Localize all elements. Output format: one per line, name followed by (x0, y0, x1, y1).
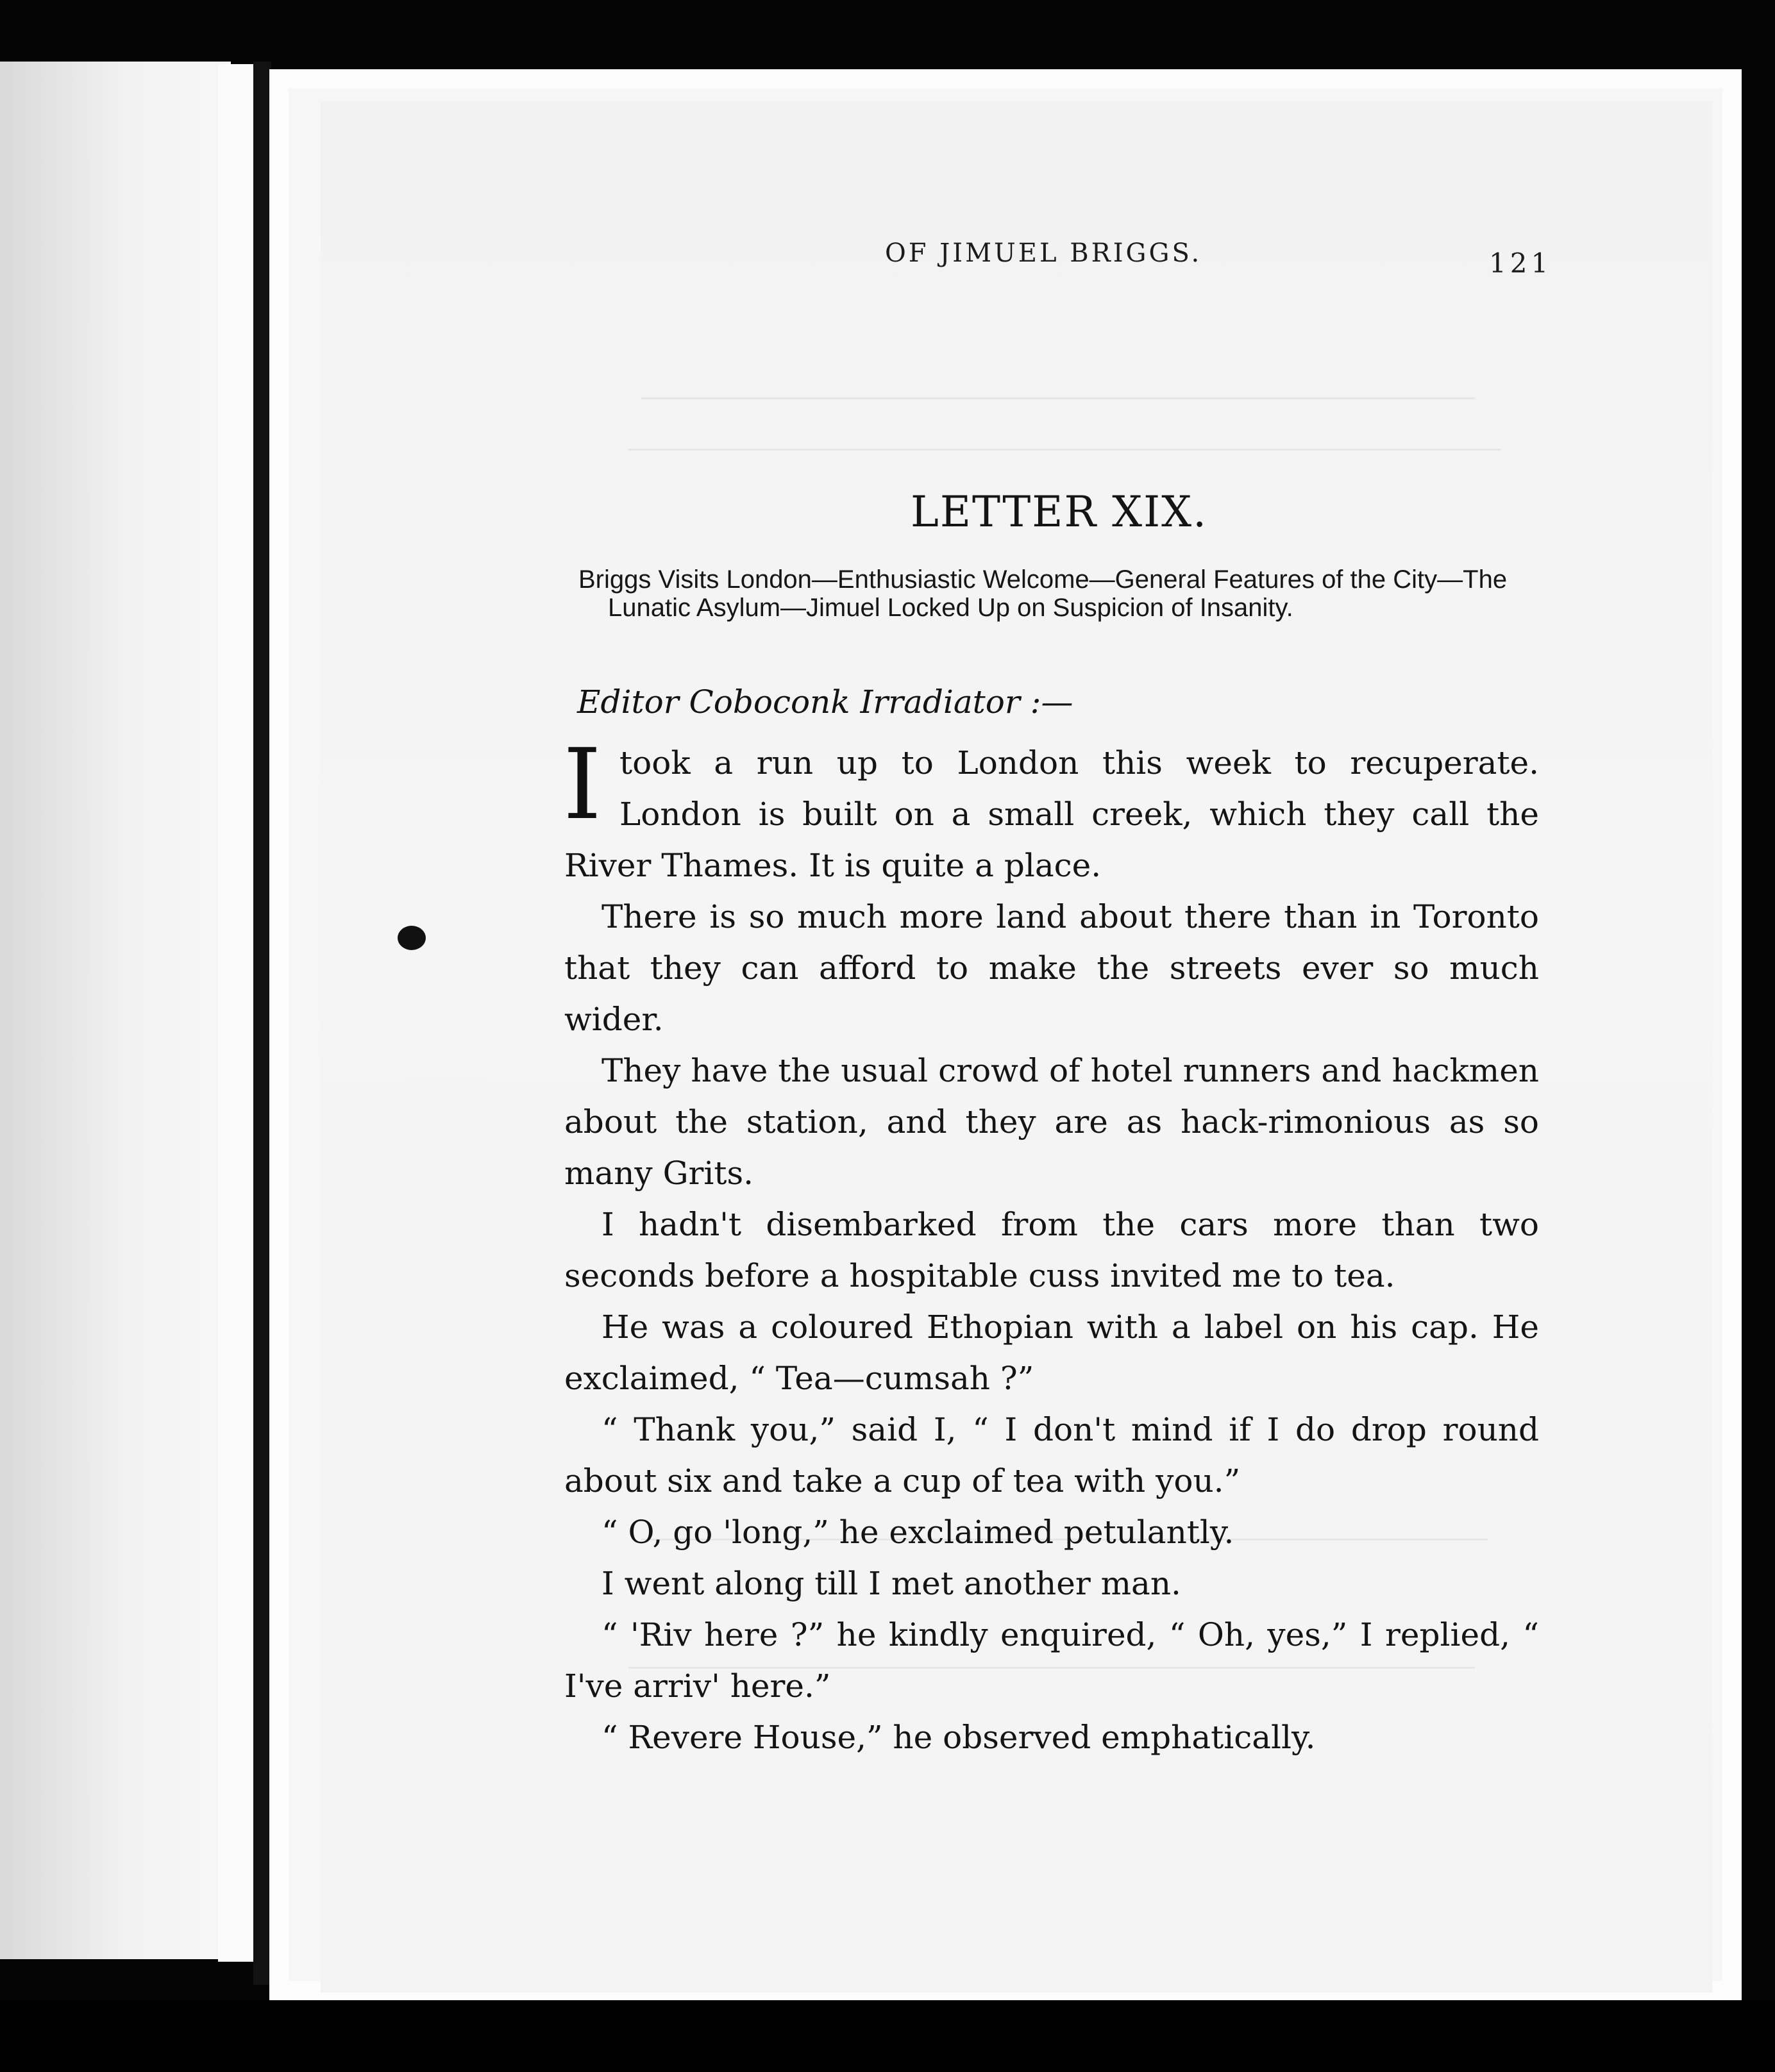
paragraph: “ Thank you,” said I, “ I don't mind if I do drop round about six and take a cup of tea with you.” (564, 1411, 1539, 1500)
paragraph: “ O, go 'long,” he exclaimed petulantly. (601, 1514, 1234, 1551)
bleed-through-line (641, 397, 1475, 399)
drop-cap: I (563, 728, 602, 841)
scan-border-bottom (0, 2000, 1775, 2072)
letter-body (563, 728, 1539, 1763)
paragraph: He was a coloured Ethopian with a label on his cap. He exclaimed, “ Tea—cumsah ?” (564, 1308, 1539, 1397)
chapter-summary: Briggs Visits London—Enthusiastic Welcome—General Features of the City—The Lunatic Asylum—Jimuel Locked Up on Suspicion of Insanity. (578, 565, 1508, 622)
paragraph (563, 728, 1539, 891)
page-number: 121 (1489, 247, 1552, 279)
running-head: OF JIMUEL BRIGGS. (885, 238, 1202, 268)
left-page (0, 62, 231, 1959)
book-gutter (253, 62, 271, 1985)
paragraph-text: took a run up to London this week to recuperate. London is built on a small creek, which they call the River Thames. It is quite a place. (564, 744, 1539, 884)
paragraph: I hadn't disembarked from the cars more than two seconds before a hospitable cuss invited me to tea. (564, 1206, 1539, 1294)
salutation: Editor Coboconk Irradiator :— (577, 683, 1073, 721)
paragraph: “ Revere House,” he observed emphatically. (601, 1719, 1316, 1756)
paragraph: They have the usual crowd of hotel runners and hackmen about the station, and they are as hack-rimonious as so many Grits. (564, 1052, 1539, 1192)
paragraph: I went along till I met another man. (601, 1565, 1181, 1602)
paragraph: There is so much more land about there than in Toronto that they can afford to make the streets ever so much wider. (564, 898, 1539, 1038)
ink-blot (398, 926, 426, 950)
paragraph: “ 'Riv here ?” he kindly enquired, “ Oh, yes,” I replied, “ I've arriv' here.” (564, 1616, 1539, 1705)
bleed-through-line (628, 449, 1501, 451)
letter-title: LETTER XIX. (911, 487, 1208, 537)
